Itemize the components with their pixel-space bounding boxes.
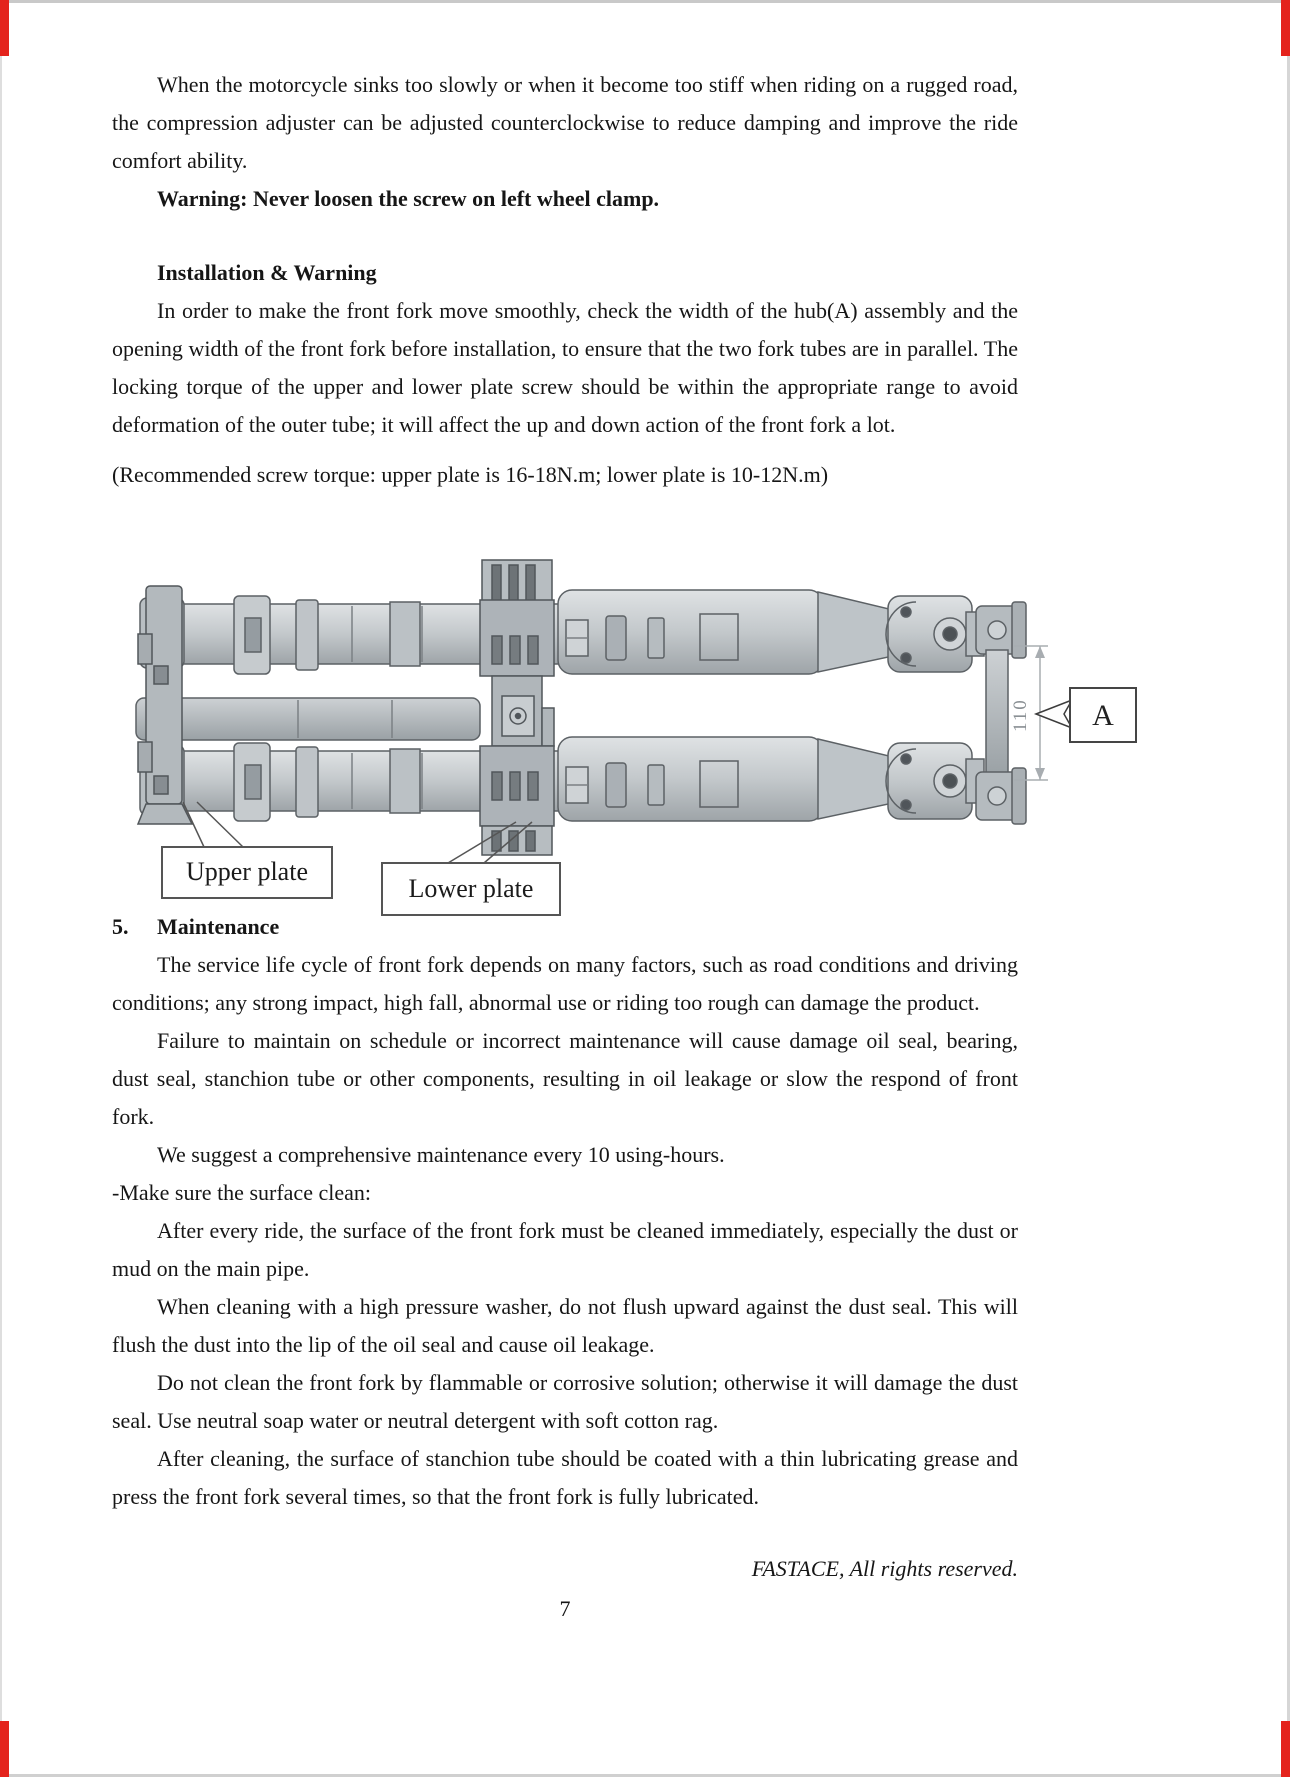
installation-paragraph: In order to make the front fork move smoothly, check the width of the hub(A) assembly and the opening width of the front fork before installation, to ensure that the two fork tubes are in parallel. The locking torque of the upper and lower plate screw should be within the appropriate range to avoid deformation of the outer tube; it will affect the up and down action of the front fork a lot.	[112, 298, 1018, 437]
maintenance-heading-label: Maintenance	[157, 914, 280, 939]
maintenance-paragraph-6: Do not clean the front fork by flammable or corrosive solution; otherwise it will damage the dust seal. Use neutral soap water or neutral detergent with soft cotton rag.	[112, 1370, 1018, 1433]
intro-paragraph: When the motorcycle sinks too slowly or when it become too stiff when riding on a rugged road, the compression adjuster can be adjusted counterclockwise to reduce damping and improve the ride comfort ability.	[112, 72, 1018, 173]
front-fork-diagram	[0, 546, 1290, 946]
surface-note: -Make sure the surface clean:	[112, 1180, 371, 1205]
maintenance-paragraph-7: After cleaning, the surface of stanchion tube should be coated with a thin lubricating grease and press the front fork several times, so that the front fork is fully lubricated.	[112, 1446, 1018, 1509]
warning-line: Warning: Never loosen the screw on left wheel clamp.	[157, 186, 660, 211]
upper-plate-label: Upper plate	[185, 857, 309, 886]
lower-plate-bracket	[480, 560, 554, 855]
maintenance-paragraph-4: After every ride, the surface of the front fork must be cleaned immediately, especially the dust or mud on the main pipe.	[112, 1218, 1018, 1281]
page-edge-top	[0, 0, 1290, 3]
top-fork-leg	[140, 590, 984, 674]
page-number: 7	[559, 1596, 571, 1621]
maintenance-section-number: 5.	[112, 914, 129, 939]
detail-a-callout	[1036, 688, 1136, 742]
torque-note: (Recommended screw torque: upper plate is 16-18N.m; lower plate is 10-12N.m)	[112, 462, 829, 487]
detail-a-label: A	[1092, 699, 1114, 732]
installation-heading: Installation & Warning	[157, 260, 377, 285]
red-corner-mark-top-left	[0, 0, 9, 56]
bottom-fork-leg	[140, 737, 984, 821]
red-corner-mark-bottom-left	[0, 1721, 9, 1777]
axle-dimension-text: 110	[1010, 698, 1031, 732]
maintenance-paragraph-2: Failure to maintain on schedule or incorrect maintenance will cause damage oil seal, bearing, dust seal, stanchion tube or other components, resulting in oil leakage or slow the respond of front fork.	[112, 1028, 1018, 1129]
maintenance-paragraph-1: The service life cycle of front fork depends on many factors, such as road conditions and driving conditions; any strong impact, high fall, abnormal use or riding too rough can damage the product.	[112, 952, 1018, 1015]
red-corner-mark-top-right	[1281, 0, 1290, 56]
red-corner-mark-bottom-right	[1281, 1721, 1290, 1777]
copyright-footer: FASTACE, All rights reserved.	[751, 1556, 1018, 1581]
maintenance-paragraph-3: We suggest a comprehensive maintenance every 10 using-hours.	[157, 1142, 725, 1167]
steering-stem	[136, 698, 480, 740]
maintenance-paragraph-5: When cleaning with a high pressure washer, do not flush upward against the dust seal. This will flush the dust into the lip of the oil seal and cause oil leakage.	[112, 1294, 1018, 1357]
lower-plate-label: Lower plate	[408, 874, 534, 903]
